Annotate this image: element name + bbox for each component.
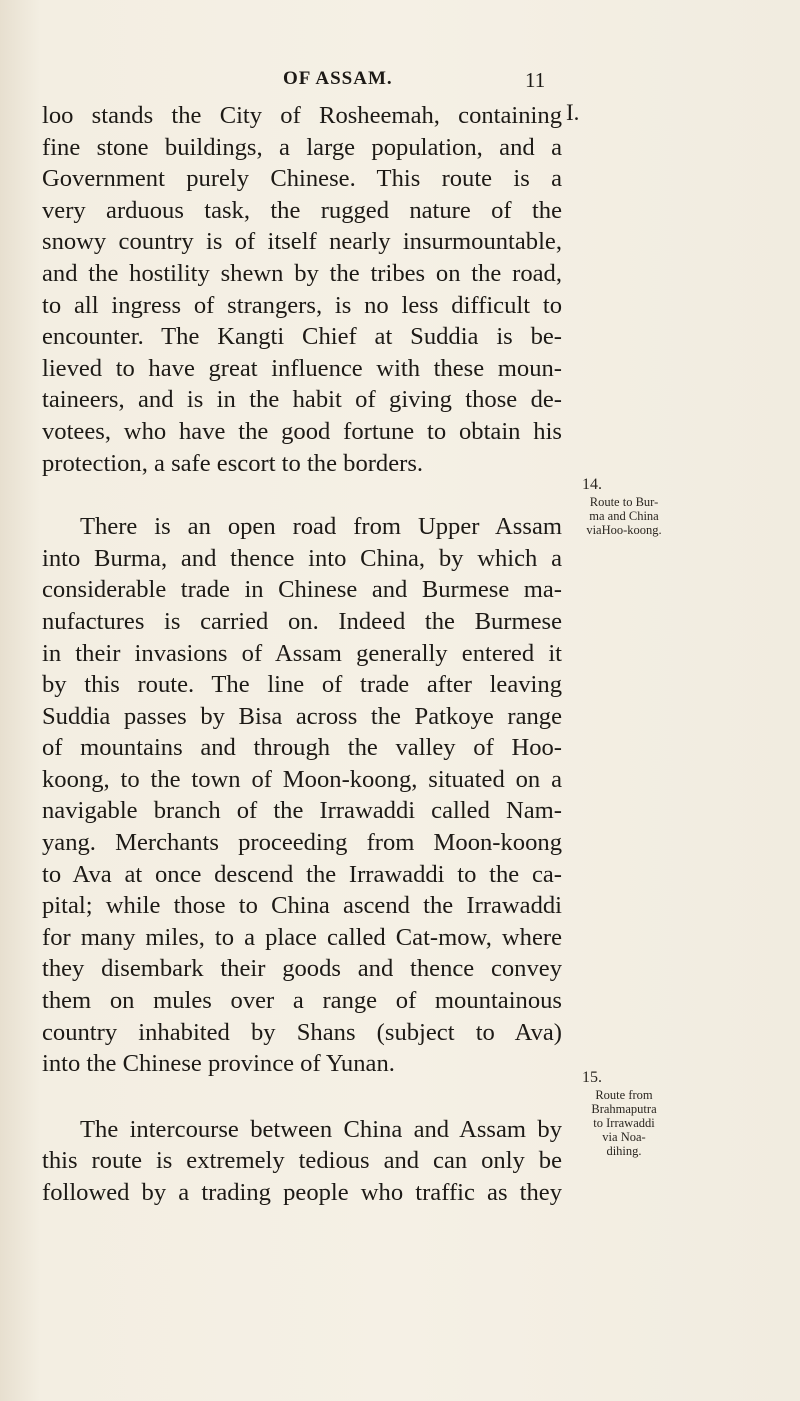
paragraph-1 [42,100,562,479]
text-line: to all ingress of strangers, is no less difficult to [42,291,562,319]
text-line: snowy country is of itself nearly insurmountable, [42,228,562,256]
page-header [0,68,800,98]
text-line: fine stone buildings, a large population, and a [42,133,562,161]
text-line: loo stands the City of Rosheemah, containing [42,102,562,129]
text-line: into the Chinese province of Yunan. [42,1050,395,1078]
section-number: 14. [582,476,602,493]
text-line: country inhabited by Shans (subject to Ava) [42,1018,562,1046]
text-line: Suddia passes by Bisa across the Patkoye range [42,702,562,730]
margin-note-line: dihing. [606,1144,642,1158]
text-line: followed by a trading people who traffic as they [42,1179,562,1206]
text-line: Government purely Chinese. This route is a [42,165,562,193]
margin-note-15 [578,1068,670,1158]
page-number: 11 [525,68,546,92]
text-line: koong, to the town of Moon-koong, situated on a [42,765,562,793]
text-line: yang. Merchants proceeding from Moon-koong [42,829,562,857]
text-line: for many miles, to a place called Cat-mow, where [42,923,562,951]
text-line: There is an open road from Upper Assam [80,513,562,541]
text-line: The intercourse between China and Assam by [80,1115,562,1143]
text-line: considerable trade in Chinese and Burmese ma- [42,576,562,604]
text-line: and the hostility shewn by the tribes on the road, [42,259,562,287]
margin-note-line: Route to Bur- [589,495,659,509]
text-line: very arduous task, the rugged nature of the [42,196,562,224]
running-head: OF ASSAM. [283,68,393,89]
margin-note-line: to Irrawaddi [593,1116,655,1130]
text-line: in their invasions of Assam generally entered it [42,639,562,667]
margin-mark: I. [566,100,580,125]
text-line: nufactures is carried on. Indeed the Burmese [42,607,562,635]
text-line: by this route. The line of trade after leaving [42,671,562,699]
section-number: 15. [582,1069,602,1086]
margin-note-line: via Noa- [602,1130,646,1144]
text-line: of mountains and through the valley of Hoo- [42,734,562,762]
text-line: protection, a safe escort to the borders. [42,449,424,477]
text-line: them on mules over a range of mountainous [42,987,562,1015]
margin-note-14 [578,475,670,537]
text-line: navigable branch of the Irrawaddi called Nam- [42,797,562,825]
margin-note-line: ma and China [589,509,659,523]
paragraph-2 [42,511,562,1080]
text-line: pital; while those to China ascend the Irrawaddi [42,892,562,920]
body-text [42,100,562,1209]
margin-note-line: viaHoo-koong. [586,523,662,537]
text-line: this route is extremely tedious and can only be [42,1147,562,1175]
text-line: votees, who have the good fortune to obtain his [42,417,562,445]
margin-note-line: Brahmaputra [591,1102,657,1116]
margin-note-line: Route from [595,1088,653,1102]
text-line: lieved to have great influence with these moun- [42,354,562,382]
text-line: encounter. The Kangti Chief at Suddia is be- [42,323,562,351]
text-line: to Ava at once descend the Irrawaddi to the ca- [42,860,562,888]
text-line: taineers, and is in the habit of giving those de- [42,386,562,414]
text-line: they disembark their goods and thence convey [42,955,562,983]
paragraph-3 [42,1114,562,1209]
text-line: into Burma, and thence into China, by which a [42,544,562,572]
